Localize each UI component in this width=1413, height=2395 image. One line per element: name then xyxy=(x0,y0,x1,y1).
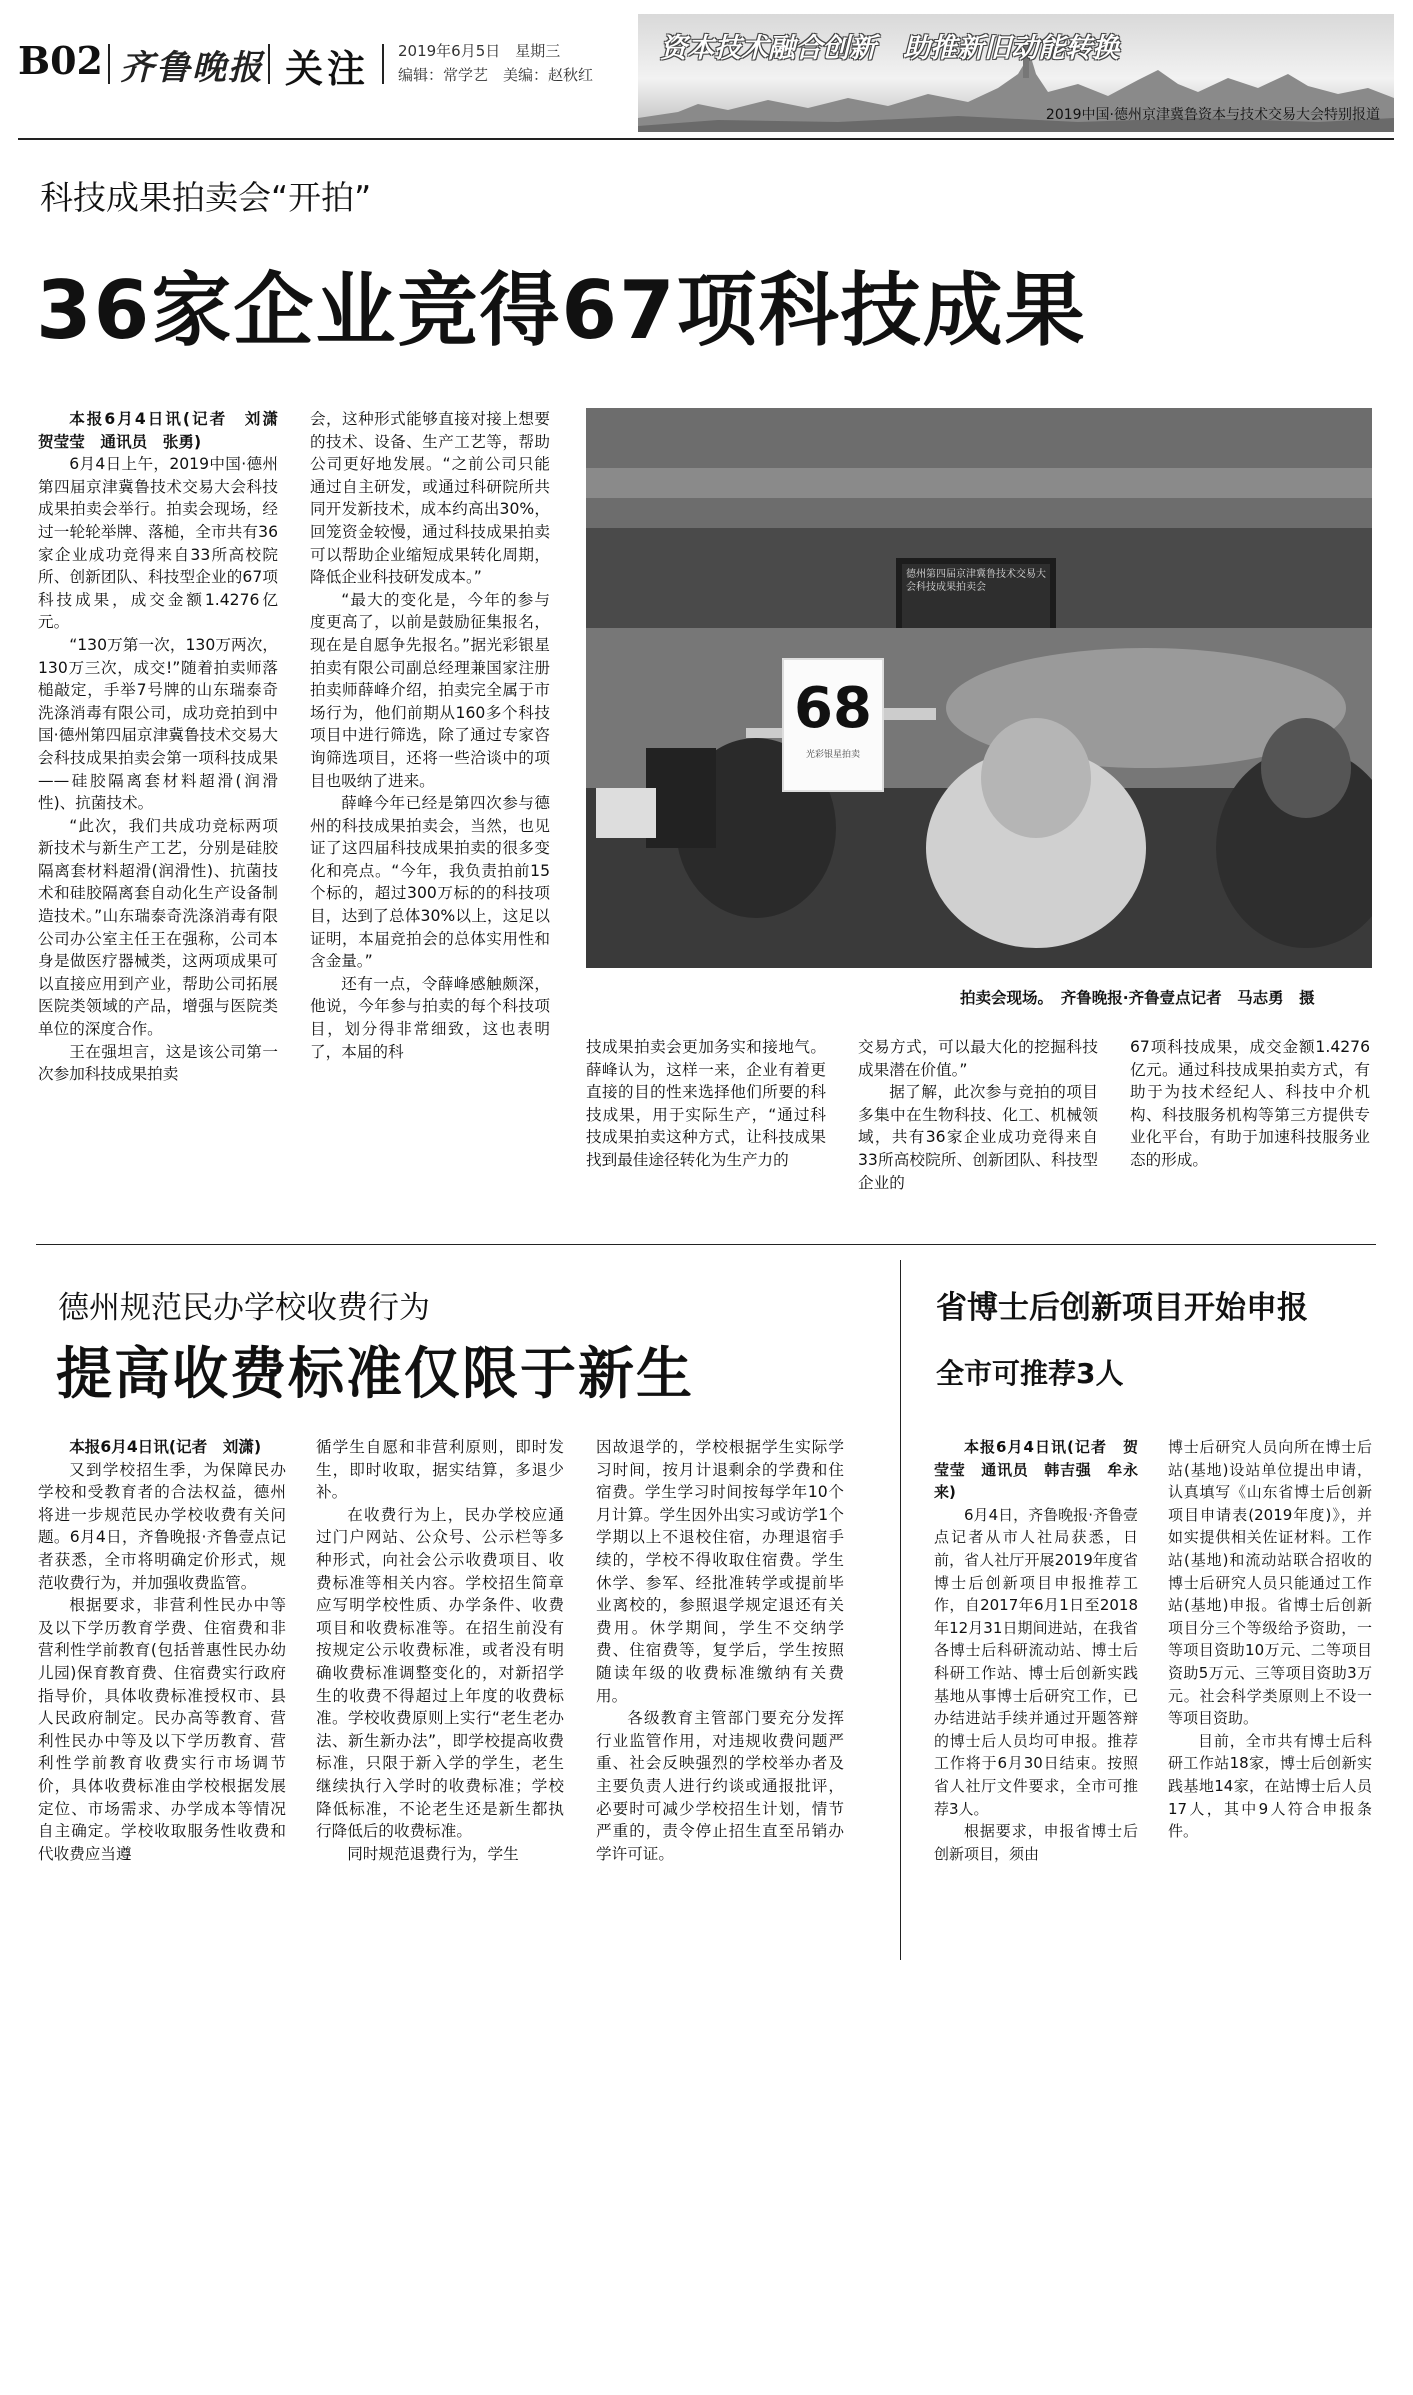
section-rule xyxy=(36,1244,1376,1245)
article1-column-4 xyxy=(858,1036,1098,1226)
banner-subtitle: 2019中国·德州京津冀鲁资本与技术交易大会特别报道 xyxy=(1045,107,1380,123)
article3-byline: 本报6月4日讯(记者 贺莹莹 通讯员 韩吉强 牟永来) xyxy=(934,1438,1138,1502)
article3-column-1 xyxy=(934,1436,1138,1996)
issue-date: 2019年6月5日 星期三 xyxy=(398,42,561,60)
article1-byline: 本报6月4日讯(记者 刘潇 贺莹莹 通讯员 张勇) xyxy=(38,410,294,451)
paragraph: 会，这种形式能够直接对接上想要的技术、设备、生产工艺等，帮助公司更好地发展。“之前公司只能通过自主研发，或通过科研院所共同开发新技术，成本约高出30%，回笼资金较慢，通过科技成果拍卖可以帮助企业缩短成果转化周期，降低企业科技研发成本。” xyxy=(310,410,550,587)
paragraph: 王在强坦言，这是该公司第一次参加科技成果拍卖 xyxy=(38,1042,278,1084)
paragraph: “最大的变化是，今年的参与度更高了，以前是鼓励征集报名，现在是自愿争先报名。”据光彩银星拍卖有限公司副总经理兼国家注册拍卖师薛峰介绍，拍卖完全属于市场行为，他们前期从160多个科技项目中进行筛选，除了通过专家咨询筛选项目，还将一些洽谈中的项目也吸纳了进来。 xyxy=(310,590,550,790)
special-banner xyxy=(638,14,1394,132)
paragraph: 67项科技成果，成交金额1.4276亿元。通过科技成果拍卖方式，有助于为技术经纪人、科技中介机构、科技服务机构等第三方提供专业化平台，有助于加速科技服务业态的形成。 xyxy=(1130,1038,1370,1169)
article3-kicker: 省博士后创新项目开始申报 xyxy=(936,1290,1308,1326)
paddle-logo-text: 光彩银星拍卖 xyxy=(805,750,860,760)
page-header xyxy=(0,0,1413,140)
divider xyxy=(268,44,270,84)
auction-scene-image xyxy=(586,408,1372,968)
bid-paddle xyxy=(782,658,884,792)
section-name: 关注 xyxy=(285,47,370,91)
article1-column-3 xyxy=(586,1036,826,1226)
screen-text: 德州第四届京津冀鲁技术交易大会科技成果拍卖会 xyxy=(906,569,1046,593)
divider xyxy=(382,44,384,84)
page-number: B02 xyxy=(18,38,103,83)
article3-column-2 xyxy=(1168,1436,1372,1996)
column-rule xyxy=(900,1260,901,1960)
paragraph: 薛峰今年已经是第四次参与德州的科技成果拍卖会，当然，也见证了这四届科技成果拍卖的很多变化和亮点。“今年，我负责拍前15个标的，超过300万标的的科技项目，达到了总体30%以上，这足以证明，本届竞拍会的总体实用性和含金量。” xyxy=(310,794,550,971)
divider xyxy=(108,44,110,84)
article2-kicker: 德州规范民办学校收费行为 xyxy=(58,1290,430,1326)
paper-logo: 齐鲁晚报 xyxy=(120,48,264,88)
article3-headline: 全市可推荐3人 xyxy=(936,1357,1124,1390)
paragraph: 循学生自愿和非营利原则，即时发生，即时收取，据实结算，多退少补。 xyxy=(316,1438,564,1502)
paragraph: 6月4日，齐鲁晚报·齐鲁壹点记者从市人社局获悉，日前，省人社厅开展2019年度省博士后创新项目申报推荐工作，自2017年6月1日至2018年12月31日期间进站，在我省各博士后科研流动站、博士后科研工作站、博士后创新实践基地从事博士后研究工作，已办结进站手续并通过开题答辩的博士后人员均可申报。推荐工作将于6月30日结束。按照省人社厅文件要求，全市可推荐3人。 xyxy=(934,1505,1138,1818)
paragraph: 根据要求，申报省博士后创新项目，须由 xyxy=(934,1822,1138,1863)
paragraph: 交易方式，可以最大化的挖掘科技成果潜在价值。” xyxy=(858,1038,1098,1079)
banner-slogan: 资本技术融合创新 助推新旧动能转换 xyxy=(660,33,1119,64)
header-rule xyxy=(18,138,1394,140)
article1-headline: 36家企业竞得67项科技成果 xyxy=(36,264,1087,357)
article1-kicker: 科技成果拍卖会“开拍” xyxy=(40,178,372,217)
auction-photo xyxy=(586,408,1372,968)
article2-column-3 xyxy=(596,1436,844,1976)
paragraph: 因故退学的，学校根据学生实际学习时间，按月计退剩余的学费和住宿费。学生学习时间按每学年10个月计算。学生因外出实习或访学1个学期以上不退校住宿，办理退宿手续的，学校不得收取住宿费。学生休学、参军、经批准转学或提前毕业离校的，参照退学规定退还有关费用。休学期间，学生不交纳学费、住宿费等，复学后，学生按照随读年级的收费标准缴纳有关费用。 xyxy=(596,1438,844,1705)
paragraph: 博士后研究人员向所在博士后站(基地)设站单位提出申请，认真填写《山东省博士后创新项目申请表(2019年度)》，并如实提供相关佐证材料。工作站(基地)和流动站联合招收的博士后研究人员只能通过工作站(基地)申报。省博士后创新项目分三个等级给予资助，一等项目资助10万元、二等项目资助5万元、三等项目资助3万元。社会科学类原则上不设一等项目资助。 xyxy=(1168,1438,1372,1728)
article1-column-1 xyxy=(38,408,294,1188)
paragraph: 根据要求，非营利性民办中等及以下学历教育学费、住宿费和非营利性学前教育(包括普惠性民办幼儿园)保育教育费、住宿费实行政府指导价，具体收费标准授权市、县人民政府制定。民办高等教育、营利性民办中等及以下学历教育、营利性学前教育收费实行市场调节价，具体收费标准由学校根据发展定位、市场需求、办学成本等情况自主确定。学校收取服务性收费和代收费应当遵 xyxy=(38,1596,286,1863)
paddle-number: 68 xyxy=(794,676,872,741)
paragraph: “130万第一次，130万两次，130万三次，成交!”随着拍卖师落槌敲定，手举7号牌的山东瑞泰奇洗涤消毒有限公司，成功竞拍到中国·德州第四届京津冀鲁技术交易大会科技成果拍卖会第一项科技成果——硅胶隔离套材料超滑(润滑性)、抗菌技术。 xyxy=(38,635,278,813)
article2-column-1 xyxy=(38,1436,286,1976)
paragraph: 据了解，此次参与竞拍的项目多集中在生物科技、化工、机械领域，共有36家企业成功竞得来自33所高校院所、创新团队、科技型企业的 xyxy=(858,1083,1098,1192)
article1-column-5 xyxy=(1130,1036,1370,1226)
paragraph: 还有一点，令薛峰感触颇深，他说，今年参与拍卖的每个科技项目，划分得非常细致，这也表明了，本届的科 xyxy=(310,974,550,1061)
article2-byline: 本报6月4日讯(记者 刘潇) xyxy=(69,1438,262,1456)
paragraph: 6月4日上午，2019中国·德州第四届京津冀鲁技术交易大会科技成果拍卖会举行。拍卖会现场，经过一轮轮举牌、落槌，全市共有36家企业成功竞得来自33所高校院所、创新团队、科技型企业的67项科技成果，成交金额1.4276亿元。 xyxy=(38,455,278,632)
paragraph: “此次，我们共成功竞标两项新技术与新生产工艺，分别是硅胶隔离套材料超滑(润滑性)、抗菌技术和硅胶隔离套自动化生产设备制造技术。”山东瑞泰奇洗涤消毒有限公司办公室主任王在强称，公司本身是做医疗器械类，这两项成果可以直接应用到产业，帮助公司拓展医院类领域的产品，增强与医院类单位的深度合作。 xyxy=(38,816,278,1039)
paragraph: 同时规范退费行为，学生 xyxy=(347,1844,519,1863)
paragraph: 又到学校招生季，为保障民办学校和受教育者的合法权益，德州将进一步规范民办学校收费有关问题。6月4日，齐鲁晚报·齐鲁壹点记者获悉，全市将明确定价形式，规范收费行为，并加强收费监管。 xyxy=(38,1460,286,1592)
paragraph: 目前，全市共有博士后科研工作站18家，博士后创新实践基地14家，在站博士后人员17人，其中9人符合申报条件。 xyxy=(1168,1731,1372,1841)
paragraph: 在收费行为上，民办学校应通过门户网站、公众号、公示栏等多种形式，向社会公示收费项目、收费标准等相关内容。学校招生简章应写明学校性质、办学条件、收费项目和收费标准等。在招生前没有按规定公示收费标准，或者没有明确收费标准调整变化的，对新招学生的收费不得超过上年度的收费标准。学校收费原则上实行“老生老办法、新生新办法”，即学校提高收费标准，只限于新入学的学生，老生继续执行入学时的收费标准；学校降低标准，不论老生还是新生都执行降低后的收费标准。 xyxy=(316,1505,564,1841)
article2-headline: 提高收费标准仅限于新生 xyxy=(56,1342,694,1407)
article1-column-2 xyxy=(310,408,550,1188)
editor-credits: 编辑：常学艺 美编：赵秋红 xyxy=(398,66,594,84)
article2-column-2 xyxy=(316,1436,564,1976)
paragraph: 技成果拍卖会更加务实和接地气。薛峰认为，这样一来，企业有着更直接的目的性来选择他们所要的科技成果，用于实际生产，“通过科技成果拍卖这种方式，让科技成果找到最佳途径转化为生产力的 xyxy=(586,1038,826,1169)
photo-caption: 拍卖会现场。 齐鲁晚报·齐鲁壹点记者 马志勇 摄 xyxy=(960,989,1315,1007)
paragraph: 各级教育主管部门要充分发挥行业监管作用，对违规收费问题严重、社会反映强烈的学校举办者及主要负责人进行约谈或通报批评，必要时可减少学校招生计划，情节严重的，责令停止招生直至吊销办学许可证。 xyxy=(596,1709,844,1863)
